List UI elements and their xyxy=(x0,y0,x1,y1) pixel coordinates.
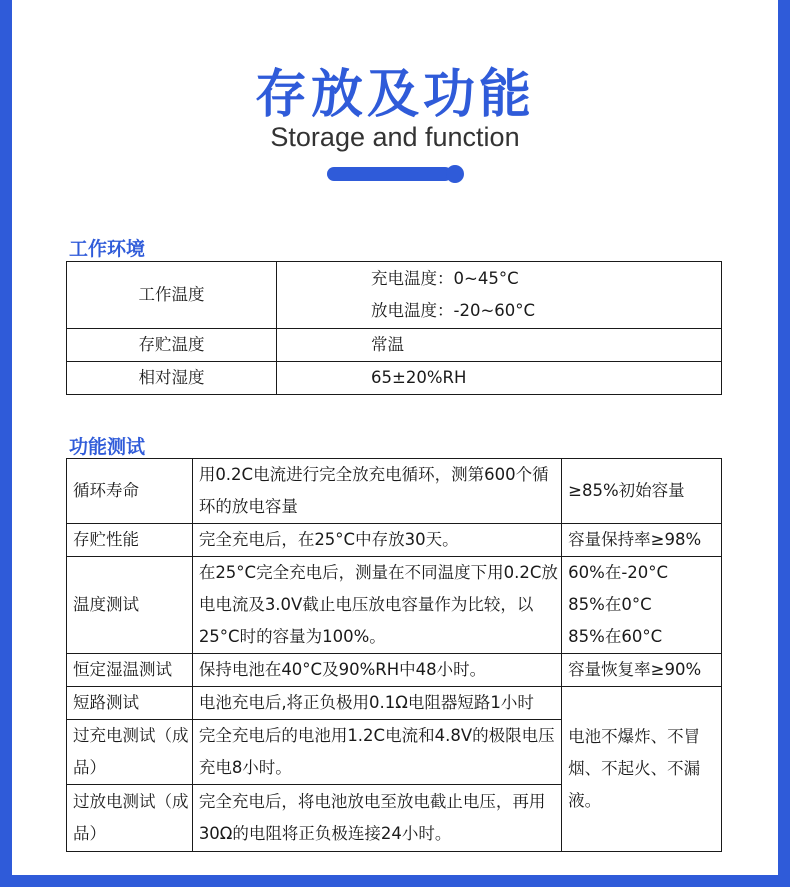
env-value-line: 充电温度：0~45°C xyxy=(371,269,519,288)
table-row xyxy=(67,654,722,687)
test-result: ≥85%初始容量 xyxy=(562,459,722,524)
test-result: 容量恢复率≥90% xyxy=(562,654,722,687)
env-label: 工作温度 xyxy=(67,262,277,329)
env-value-line: 放电温度：-20~60°C xyxy=(371,301,536,320)
environment-table xyxy=(66,261,722,395)
test-condition: 用0.2C电流进行完全放充电循环，测第600个循环的放电容量 xyxy=(192,459,561,524)
test-name: 恒定湿温测试 xyxy=(67,654,193,687)
test-condition: 完全充电后的电池用1.2C电流和4.8V的极限电压充电8小时。 xyxy=(192,720,561,785)
shared-test-result: 电池不爆炸、不冒烟、不起火、不漏液。 xyxy=(562,687,722,852)
test-result-line: 60%在-20°C xyxy=(568,563,669,582)
test-name: 存贮性能 xyxy=(67,524,193,557)
content-panel xyxy=(12,0,778,875)
env-label: 存贮温度 xyxy=(67,329,277,362)
env-value: 65±20%RH xyxy=(277,362,722,395)
test-condition: 在25°C完全充电后，测量在不同温度下用0.2C放电电流及3.0V截止电压放电容量作为比较，以25°C时的容量为100%。 xyxy=(192,557,561,654)
page-subtitle: Storage and function xyxy=(270,122,520,152)
test-name: 过充电测试（成品） xyxy=(67,720,193,785)
env-value xyxy=(277,262,722,329)
table-row xyxy=(67,557,722,654)
test-name: 温度测试 xyxy=(67,557,193,654)
test-name: 短路测试 xyxy=(67,687,193,720)
test-result xyxy=(562,557,722,654)
test-condition: 保持电池在40°C及90%RH中48小时。 xyxy=(192,654,561,687)
test-condition: 完全充电后，将电池放电至放电截止电压，再用30Ω的电阻将正负极连接24小时。 xyxy=(192,785,561,852)
env-value: 常温 xyxy=(277,329,722,362)
table-row xyxy=(67,329,722,362)
function-test-table xyxy=(66,458,722,852)
table-row xyxy=(67,524,722,557)
test-result-line: 85%在60°C xyxy=(568,627,663,646)
test-name: 循环寿命 xyxy=(67,459,193,524)
test-result: 容量保持率≥98% xyxy=(562,524,722,557)
title-underline-bar xyxy=(327,167,452,181)
test-condition: 完全充电后，在25°C中存放30天。 xyxy=(192,524,561,557)
table-row xyxy=(67,262,722,329)
test-name: 过放电测试（成品） xyxy=(67,785,193,852)
section-title-function-test: 功能测试 xyxy=(69,436,146,458)
test-result-line: 85%在0°C xyxy=(568,595,652,614)
page-title: 存放及功能 xyxy=(254,65,535,125)
test-condition: 电池充电后,将正负极用0.1Ω电阻器短路1小时 xyxy=(192,687,561,720)
table-row xyxy=(67,459,722,524)
table-row xyxy=(67,687,722,720)
title-underline-dot xyxy=(446,165,464,183)
table-row xyxy=(67,362,722,395)
env-label: 相对湿度 xyxy=(67,362,277,395)
section-title-environment: 工作环境 xyxy=(69,238,146,260)
